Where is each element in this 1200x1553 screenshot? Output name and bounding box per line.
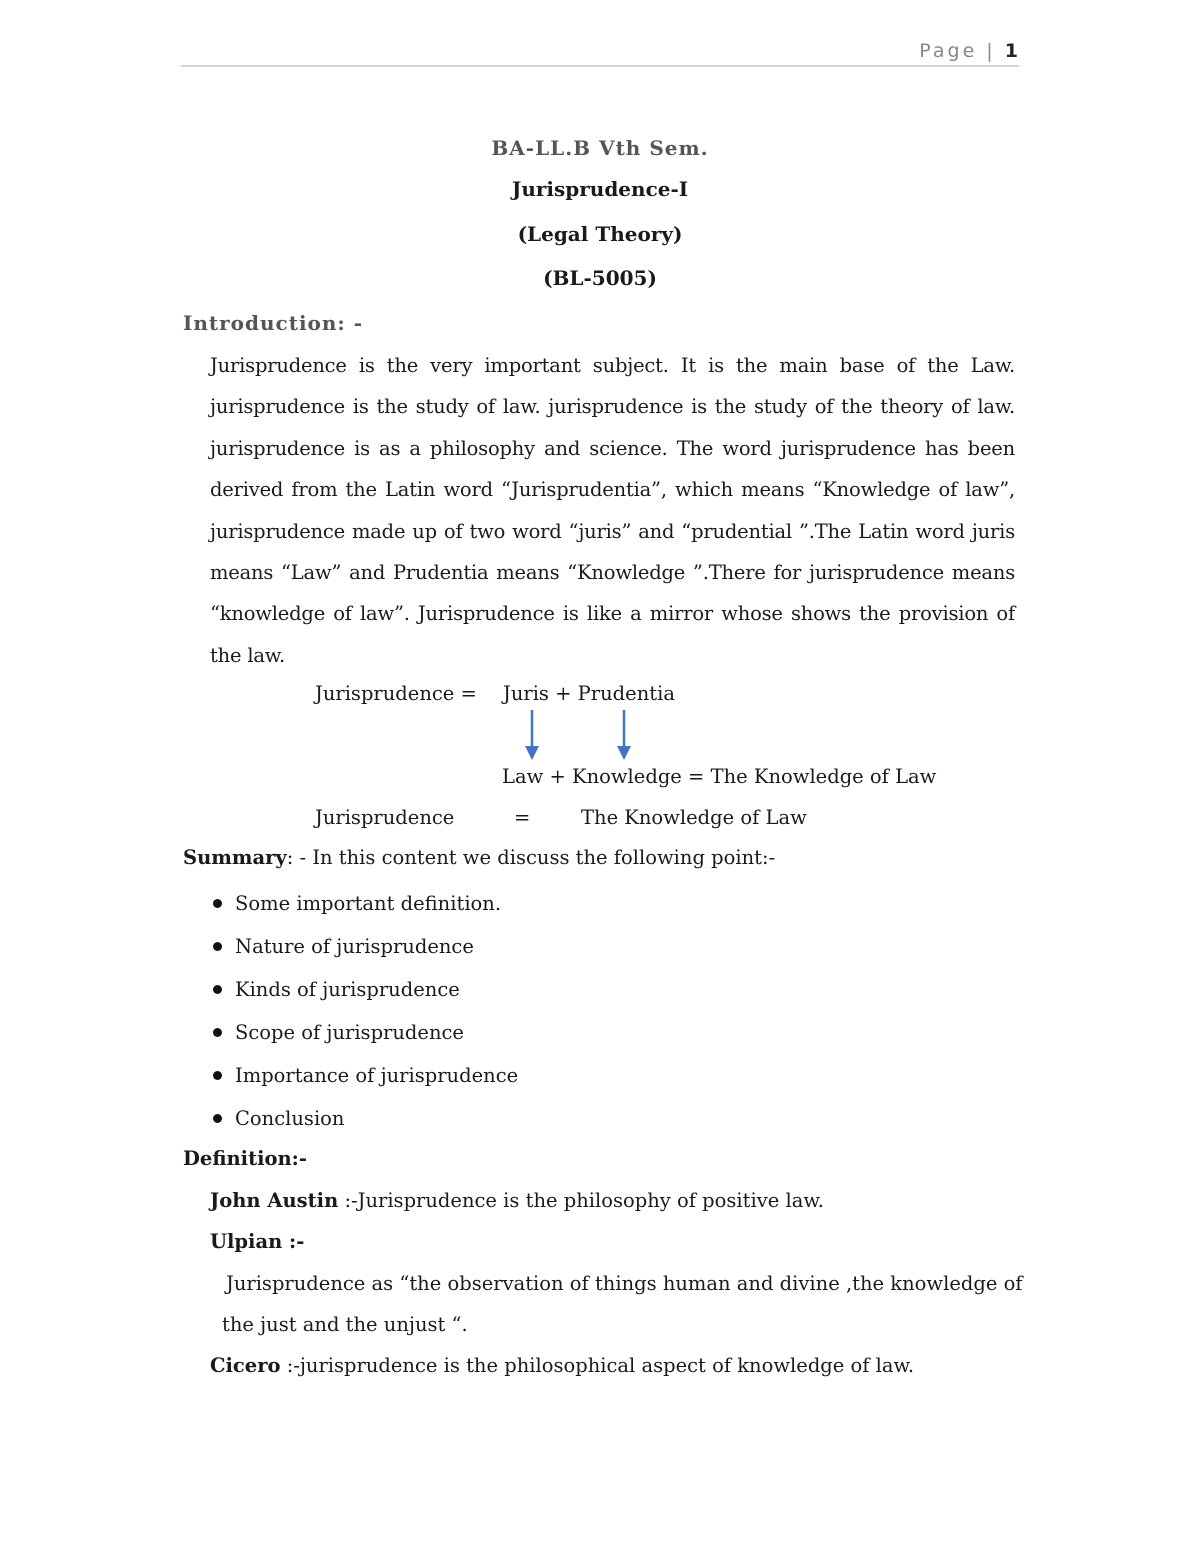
arrow-prudentia-to-knowledge — [615, 709, 633, 761]
bullet-icon — [213, 985, 222, 994]
list-item — [210, 1054, 518, 1097]
summary-label: Summary — [183, 846, 287, 869]
page-header — [919, 40, 1018, 62]
bullet-icon — [213, 1114, 222, 1123]
list-item — [210, 882, 518, 925]
equation-lhs: Jurisprudence = — [315, 682, 477, 705]
list-item — [210, 1097, 518, 1140]
final-left: Jurisprudence — [315, 806, 455, 829]
ulpian-name — [210, 1230, 304, 1253]
ulpian-line-1: Jurisprudence as “the observation of things human and divine ,the knowledge of — [226, 1272, 1023, 1295]
list-item-text: Kinds of jurisprudence — [235, 978, 460, 1001]
definition-heading: Definition:- — [183, 1147, 307, 1170]
subject-title: Jurisprudence-I — [511, 177, 689, 201]
equation-result: Law + Knowledge = The Knowledge of Law — [502, 765, 937, 788]
introduction-heading: Introduction: - — [183, 311, 364, 335]
definition-austin — [210, 1189, 824, 1212]
equation-rhs: Juris + Prudentia — [503, 682, 675, 705]
header-rule — [181, 65, 1019, 67]
bullet-icon — [213, 1028, 222, 1037]
summary-line — [183, 846, 775, 869]
ulpian-line-2: the just and the unjust “. — [222, 1313, 468, 1336]
list-item-text: Some important definition. — [235, 892, 502, 915]
ulpian-label: Ulpian :- — [210, 1230, 305, 1253]
cicero-name: Cicero — [210, 1354, 281, 1377]
page-label: Page | — [919, 40, 996, 62]
austin-name: John Austin — [210, 1189, 339, 1212]
bullet-icon — [213, 1071, 222, 1080]
summary-list — [210, 882, 518, 1140]
list-item-text: Nature of jurisprudence — [235, 935, 474, 958]
final-equals: = — [514, 806, 531, 829]
introduction-paragraph: Jurisprudence is the very important subject. It is the main base of the Law. jurisprudence is the study of law. jurisprudence is the study of the theory of law. jurisprudence is as a philosophy and science. The word jurisprudence has been derived from the Latin word “Jurisprudentia”, which means “Knowledge of law”, jurisprudence made up of two word “juris” and “prudential ”.The Latin word juris means “Law” and Prudentia means “Knowledge ”.There for jurisprudence means “knowledge of law”. Jurisprudence is like a mirror whose shows the provision of the law. — [210, 354, 1015, 667]
austin-text: :-Jurisprudence is the philosophy of positive law. — [338, 1189, 824, 1212]
page-number: 1 — [1004, 40, 1018, 62]
list-item-text: Conclusion — [235, 1107, 345, 1130]
list-item-text: Importance of jurisprudence — [235, 1064, 519, 1087]
list-item — [210, 925, 518, 968]
list-item — [210, 1011, 518, 1054]
cicero-text: :-jurisprudence is the philosophical aspect of knowledge of law. — [280, 1354, 915, 1377]
definition-cicero — [210, 1354, 914, 1377]
list-item-text: Scope of jurisprudence — [235, 1021, 464, 1044]
arrow-juris-to-law — [523, 709, 541, 761]
list-item — [210, 968, 518, 1011]
course-title: BA-LL.B Vth Sem. — [491, 136, 709, 160]
summary-text: : - In this content we discuss the following point:- — [286, 846, 776, 869]
course-code: (BL-5005) — [543, 266, 657, 290]
subject-subtitle: (Legal Theory) — [517, 222, 683, 246]
final-right: The Knowledge of Law — [581, 806, 807, 829]
bullet-icon — [213, 942, 222, 951]
bullet-icon — [213, 899, 222, 908]
